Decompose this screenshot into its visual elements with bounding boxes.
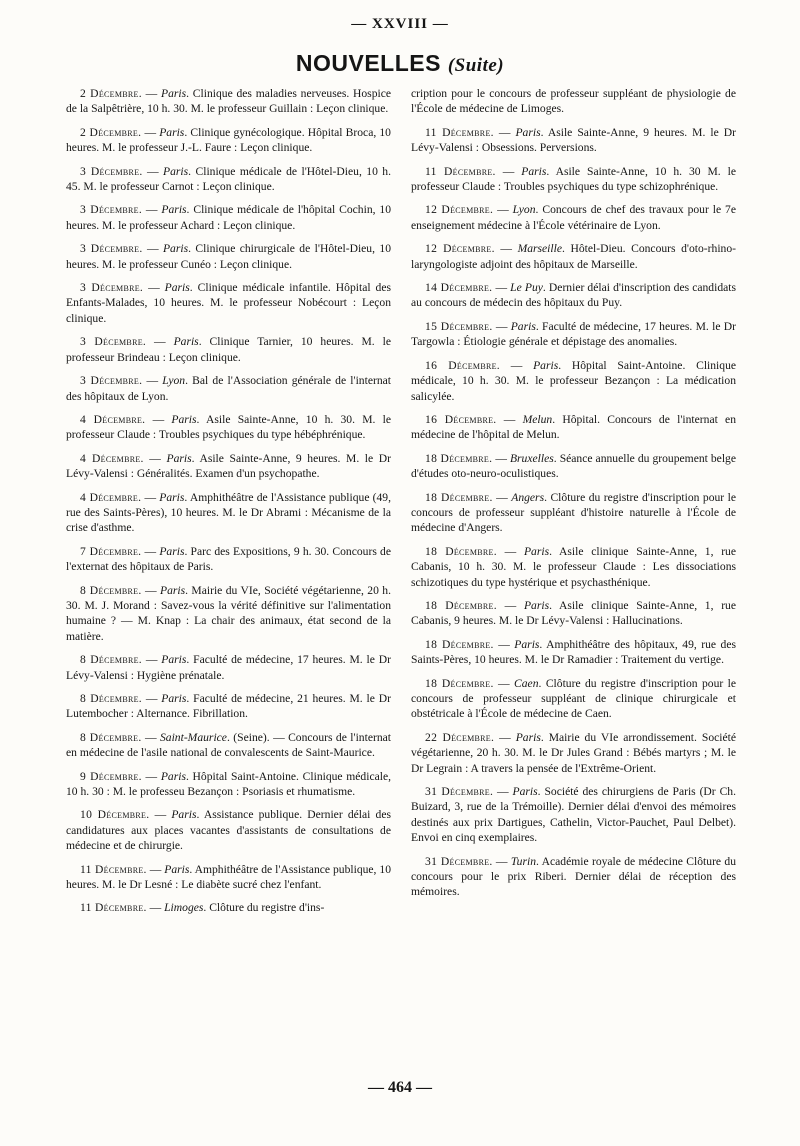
entry-date: 4 Décembre. [80,412,146,426]
entry-date: 3 Décembre. [80,203,143,217]
entry-place: Paris [523,598,550,612]
entry-date: 3 Décembre. [80,281,144,295]
entry-text: Hôtel-Dieu. Concours d'oto-rhino-laryngologiste adjoint des hôpitaux de Marseille. [411,242,736,271]
right-column-entries [411,125,736,900]
page-title [0,50,800,77]
news-entry: 2 Décembre. — Paris. Clinique gynécologique. Hôpital Broca, 10 heures. M. le professeur J.-L. Faure : Leçon clinique. [66,125,391,155]
entry-date: 2 Décembre. [80,87,142,100]
entry-text: Clôture du registre d'inscription pour le concours de professeur suppléant d'histoire naturelle à l'École de médecine d'Angers. [411,490,736,535]
entry-place: Paris [514,637,540,651]
entry-text: Séance annuelle du groupement belge d'études oto-neuro-oculistiques. [411,451,736,481]
entry-date: 11 Décembre. [425,164,496,178]
news-entry: 3 Décembre. — Lyon. Bal de l'Association générale de l'internat des hôpitaux de Lyon. [66,374,391,403]
entry-date: 11 Décembre. [80,901,147,915]
entry-place: Paris [160,769,186,783]
entry-date: 8 Décembre. [80,653,142,667]
entry-place: Paris [162,242,189,256]
entry-text: Hôpital Saint-Antoine. Clinique médicale, 10 h. 30 : M. le professeu Bezançon : Psoriasis et rhumatisme. [66,769,392,799]
right-column [411,86,736,908]
entry-place: Paris [159,490,185,504]
news-entry: 4 Décembre. — Paris. Asile Sainte-Anne, 10 h. 30. M. le professeur Claude : Troubles psychiques du type hébéphrénique. [66,412,391,442]
news-entry: 11 Décembre. — Paris. Amphithéâtre de l'Assistance publique, 10 heures. M. le Dr Lesné : Le diabète sucré chez l'enfant. [66,862,391,892]
entry-place: Paris [164,281,190,295]
entry-place: Paris [161,653,187,667]
entry-date: 10 Décembre. [80,808,150,822]
entry-place: Paris [173,335,199,349]
news-entry: 16 Décembre. — Melun. Hôpital. Concours de l'internat en médecine de l'hôpital de Melun. [411,412,736,442]
entry-date: 8 Décembre. [80,583,142,597]
entry-place: Paris [159,125,185,139]
entry-place: Paris [523,544,550,558]
entry-text: Asile Sainte-Anne, 9 heures. M. le Dr Lévy-Valensi : Obsessions. Perversions. [411,125,736,155]
entry-date: 31 Décembre. [425,854,493,868]
news-entry: 3 Décembre. — Paris. Clinique médicale de l'Hôtel-Dieu, 10 h. 45. M. le professeur Carnot : Leçon clinique. [66,164,391,194]
page-roman-numeral: — XXVIII — [351,16,449,32]
entry-date: 11 Décembre. [80,862,147,876]
entry-place: Lyon [162,374,186,388]
entry-text: Amphithéâtre des hôpitaux, 49, rue des Saints-Pères, 10 heures. M. le Dr Ramadier : Traitement du vertige. [411,637,736,667]
entry-place: Paris [166,451,192,465]
entry-date: 18 Décembre. [425,451,493,465]
entry-text: Faculté de médecine, 21 heures. M. le Dr Lutembocher : Alternance. Fibrillation. [66,692,391,721]
entry-text: Asile Sainte-Anne, 10 h. 30 M. le professeur Claude : Troubles psychiques du type schizophrénique. [411,164,737,194]
page-number: — 464 — [368,1079,432,1096]
news-entry: 18 Décembre. — Caen. Clôture du registre d'inscription pour le concours de professeur suppléant de clinique chirurgicale et obstétricale à l'École de médecine de Caen. [411,676,736,721]
news-entry: 3 Décembre. — Paris. Clinique Tarnier, 10 heures. M. le professeur Brindeau : Leçon clinique. [66,335,391,364]
title-suffix: (Suite) [447,55,505,76]
news-entry: 8 Décembre. — Paris. Faculté de médecine, 17 heures. M. le Dr Lévy-Valensi : Hygiène prénatale. [66,653,391,682]
entry-text: Société des chirurgiens de Paris (Dr Ch. Buizard, 3, rue de la Trémoille). Dernier délai d'envoi des mémoires destinés aux prix Dartigues, Cathelin, Victor-Pauchet, Paul Delbet). Envoi en cinq exemplaires. [411,785,736,845]
entry-text: Asile Sainte-Anne, 10 h. 30. M. le professeur Claude : Troubles psychiques du type hébéphrénique. [66,412,391,442]
news-entry: 18 Décembre. — Paris. Asile clinique Sainte-Anne, 1, rue Cabanis, 10 h. 30. M. le professeur Claude : Les dissociations schizotiques du type hystérique et psychasthénique. [411,544,737,589]
entry-place: Paris [515,730,541,744]
entry-text: Asile clinique Sainte-Anne, 1, rue Cabanis, 9 heures. M. le Dr Lévy-Valensi : Hallucinations. [411,598,737,628]
entry-place: Paris [163,164,189,178]
entry-text: Académie royale de médecine Clôture du concours pour le prix Riberi. Dernier délai de réception des mémoires. [411,854,737,899]
entry-text: Clôture du registre d'ins- [209,901,325,915]
news-entry: 4 Décembre. — Paris. Asile Sainte-Anne, 9 heures. M. le Dr Lévy-Valensi : Généralités. Examen d'un psychopathe. [66,451,391,481]
entry-date: 12 Décembre. [425,203,494,217]
entry-text: Amphithéâtre de l'Assistance publique (49, rue des Saints-Pères), 10 heures. M. le Dr Abrami : Mécanisme de la crise d'asthme. [66,490,391,535]
entry-date: 31 Décembre. [425,785,494,799]
entry-place: Saint-Maurice [159,730,227,744]
entry-place: Caen [514,676,539,690]
news-entry: 18 Décembre. — Paris. Asile clinique Sainte-Anne, 1, rue Cabanis, 9 heures. M. le Dr Lévy-Valensi : Hallucinations. [411,598,737,628]
news-entry: 3 Décembre. — Paris. Clinique médicale de l'hôpital Cochin, 10 heures. M. le professeur Achard : Leçon clinique. [66,203,392,232]
entry-date: 8 Décembre. [80,730,142,744]
entry-date: 16 Décembre. [425,358,500,372]
entry-date: 3 Décembre. [80,242,143,256]
news-entry: 18 Décembre. — Bruxelles. Séance annuelle du groupement belge d'études oto-neuro-oculistiques. [411,451,736,481]
entry-place: Le Puy [510,281,543,295]
entry-text: Dernier délai d'inscription des candidats au concours de médecin des hôpitaux du Puy. [411,281,736,310]
entry-date: 18 Décembre. [425,490,493,504]
entry-date: 15 Décembre. [425,319,493,333]
news-entry: 14 Décembre. — Le Puy. Dernier délai d'inscription des candidats au concours de médecin des hôpitaux du Puy. [411,281,736,310]
news-entry: 12 Décembre. — Marseille. Hôtel-Dieu. Concours d'oto-rhino-laryngologiste adjoint des hôpitaux de Marseille. [411,242,736,271]
left-column [66,86,391,924]
entry-text: (Seine). — Concours de l'internat en médecine de l'asile national de convalescents de Saint-Maurice. [66,730,391,760]
entry-place: Angers [511,490,545,504]
entry-date: 18 Décembre. [425,598,497,612]
entry-text: Clôture du registre d'inscription pour le concours de professeur suppléant de clinique chirurgicale et obstétricale à l'École de médecine de Caen. [411,676,736,721]
entry-text: Amphithéâtre de l'Assistance publique, 10 heures. M. le Dr Lesné : Le diabète sucré chez l'enfant. [66,862,391,892]
news-entry: 9 Décembre. — Paris. Hôpital Saint-Antoine. Clinique médicale, 10 h. 30 : M. le professeu Bezançon : Psoriasis et rhumatisme. [66,769,392,799]
entry-place: Lyon [512,203,536,217]
entry-place: Paris [533,358,559,372]
entry-date: 22 Décembre. [425,730,495,744]
entry-place: Marseille [517,242,562,256]
news-entry: 16 Décembre. — Paris. Hôpital Saint-Antoine. Clinique médicale, 10 h. 30. M. le professeur Bezançon : La médication salicylée. [411,358,737,403]
news-entry: 22 Décembre. — Paris. Mairie du VIe arrondissement. Société végétarienne, 20 h. 30. M. le Dr Jules Grand : Bébés martyrs ; M. le Dr Legrain : A travers la pensée de l'Extrême-Orient. [411,730,737,775]
entry-text: Parc des Expositions, 9 h. 30. Concours de l'externat des hôpitaux de Paris. [66,544,391,574]
continued-entry: cription pour le concours de professeur suppléant de physiologie de l'École de médecine de Limoges. [411,87,736,116]
news-entry: 3 Décembre. — Paris. Clinique chirurgicale de l'Hôtel-Dieu, 10 heures. M. le professeur Cunéo : Leçon clinique. [66,242,392,271]
entry-date: 2 Décembre. [80,125,142,139]
entry-date: 8 Décembre. [80,692,142,705]
news-entry: 11 Décembre. — Paris. Asile Sainte-Anne, 9 heures. M. le Dr Lévy-Valensi : Obsessions. Perversions. [411,125,736,155]
entry-place: Paris [164,862,190,876]
entry-text: Mairie du VIe arrondissement. Société végétarienne, 20 h. 30. M. le Dr Jules Grand : Bébés martyrs ; M. le Dr Legrain : A travers la pensée de l'Extrême-Orient. [411,730,737,775]
news-entry: 12 Décembre. — Lyon. Concours de chef des travaux pour le 7e enseignement médecine à l'École vétérinaire de Lyon. [411,203,737,232]
news-entry: 8 Décembre. — Paris. Mairie du VIe, Société végétarienne, 20 h. 30. M. J. Morand : Savez-vous la vérité définitive sur l'alimentation humaine ? — M. Knap : La chair des animaux, état second de la matière. [66,583,391,643]
entry-place: Paris [161,203,187,217]
entry-text: Asile clinique Sainte-Anne, 1, rue Cabanis, 10 h. 30. M. le professeur Claude : Les dissociations schizotiques du type hystérique et psychasthénique. [411,544,737,589]
entry-place: Paris [512,785,538,799]
news-entry: 4 Décembre. — Paris. Amphithéâtre de l'Assistance publique (49, rue des Saints-Pères), 10 heures. M. le Dr Abrami : Mécanisme de la crise d'asthme. [66,490,391,535]
entry-text: Assistance publique. Dernier délai des candidatures aux places vacantes d'assistants de consultations de médecine et de chirurgie. [66,808,391,853]
entry-text: Faculté de médecine, 17 heures. M. le Dr Lévy-Valensi : Hygiène prénatale. [66,653,391,682]
news-entry: 3 Décembre. — Paris. Clinique médicale infantile. Hôpital des Enfants-Malades, 10 heures. M. le professeur Nobécourt : Leçon clinique. [66,281,391,325]
entry-date: 12 Décembre. [425,242,495,256]
news-entry: 15 Décembre. — Paris. Faculté de médecine, 17 heures. M. le Dr Targowla : Étiologie générale et dépistage des anomalies. [411,319,736,349]
entry-text: Clinique médicale de l'hôpital Cochin, 10 heures. M. le professeur Achard : Leçon clinique. [66,203,392,232]
entry-text: Mairie du VIe, Société végétarienne, 20 h. 30. M. J. Morand : Savez-vous la vérité définitive sur l'alimentation humaine ? — M. Knap : La chair des animaux, état second de la matière. [66,583,391,643]
entry-text: Clinique chirurgicale de l'Hôtel-Dieu, 10 heures. M. le professeur Cunéo : Leçon clinique. [66,242,392,271]
entry-date: 18 Décembre. [425,637,494,651]
entry-text: Concours de chef des travaux pour le 7e enseignement médecine à l'École vétérinaire de Lyon. [411,203,737,232]
entry-date: 4 Décembre. [80,451,144,465]
entry-text: Bal de l'Association générale de l'internat des hôpitaux de Lyon. [66,374,391,403]
entry-place: Turin [510,854,537,868]
entry-place: Bruxelles [509,451,554,465]
entry-text: Clinique Tarnier, 10 heures. M. le professeur Brindeau : Leçon clinique. [66,335,391,364]
news-entry: 8 Décembre. — Paris. Faculté de médecine, 21 heures. M. le Dr Lutembocher : Alternance. Fibrillation. [66,692,391,721]
entry-place: Paris [159,544,185,558]
entry-date: 3 Décembre. [80,335,147,349]
entry-place: Paris [510,319,536,333]
entry-date: 9 Décembre. [80,769,142,783]
entry-date: 3 Décembre. [80,374,143,388]
news-entry: 31 Décembre. — Paris. Société des chirurgiens de Paris (Dr Ch. Buizard, 3, rue de la Trémoille). Dernier délai d'envoi des mémoires destinés aux prix Dartigues, Cathelin, Victor-Pauchet, Paul Delbet). Envoi en cinq exemplaires. [411,785,736,845]
entry-text: Clinique médicale infantile. Hôpital des Enfants-Malades, 10 heures. M. le professeur Nobécourt : Leçon clinique. [66,281,391,325]
entry-place: Paris [521,164,547,178]
entry-date: 4 Décembre. [80,490,142,504]
entry-date: 3 Décembre. [80,164,143,178]
entry-place: Melun [522,412,553,426]
entry-place: Paris [171,412,197,426]
news-entry: 11 Décembre. — Limoges. Clôture du registre d'ins- [80,901,325,915]
news-entry: 31 Décembre. — Turin. Académie royale de médecine Clôture du concours pour le prix Riberi. Dernier délai de réception des mémoires. [411,854,737,899]
entry-date: 18 Décembre. [425,544,497,558]
title-text: NOUVELLES [295,50,441,76]
entry-text: Clinique médicale de l'Hôtel-Dieu, 10 h. 45. M. le professeur Carnot : Leçon clinique. [66,164,391,194]
entry-date: 14 Décembre. [425,281,493,295]
news-entry: 8 Décembre. — Saint-Maurice. (Seine). — Concours de l'internat en médecine de l'asile national de convalescents de Saint-Maurice. [66,730,391,760]
news-entry: 18 Décembre. — Paris. Amphithéâtre des hôpitaux, 49, rue des Saints-Pères, 10 heures. M. le Dr Ramadier : Traitement du vertige. [411,637,736,667]
news-entry: 11 Décembre. — Paris. Asile Sainte-Anne, 10 h. 30 M. le professeur Claude : Troubles psychiques du type schizophrénique. [411,164,737,194]
entry-date: 16 Décembre. [425,412,497,426]
entry-text: Hôpital. Concours de l'internat en médecine de l'hôpital de Melun. [411,412,736,442]
entry-text: Asile Sainte-Anne, 9 heures. M. le Dr Lévy-Valensi : Généralités. Examen d'un psychopathe. [66,451,391,481]
entry-date: 18 Décembre. [425,676,494,690]
news-entry: 10 Décembre. — Paris. Assistance publique. Dernier délai des candidatures aux places vacantes d'assistants de consultations de médecine et de chirurgie. [66,808,391,853]
entry-text: Faculté de médecine, 17 heures. M. le Dr Targowla : Étiologie générale et dépistage des anomalies. [411,319,736,349]
entry-place: Paris [161,692,187,705]
entry-place: Paris [515,125,541,139]
entry-date: 11 Décembre. [425,125,494,139]
entry-text: Hôpital Saint-Antoine. Clinique médicale, 10 h. 30. M. le professeur Bezançon : La médication salicylée. [411,358,737,403]
news-entry: 7 Décembre. — Paris. Parc des Expositions, 9 h. 30. Concours de l'externat des hôpitaux de Paris. [66,544,391,574]
entry-place: Paris [161,87,187,100]
entry-text: Clinique des maladies nerveuses. Hospice de la Salpêtrière, 10 h. 30. M. le professeur Guillain : Leçon clinique. [66,87,392,116]
entry-text: Clinique gynécologique. Hôpital Broca, 10 heures. M. le professeur J.-L. Faure : Leçon clinique. [66,125,391,155]
entry-date: 7 Décembre. [80,544,142,558]
entry-place: Paris [171,808,197,822]
news-entry: 2 Décembre. — Paris. Clinique des maladies nerveuses. Hospice de la Salpêtrière, 10 h. 30. M. le professeur Guillain : Leçon clinique. [66,87,392,116]
entry-place: Paris [159,583,186,597]
news-entry: 18 Décembre. — Angers. Clôture du registre d'inscription pour le concours de professeur suppléant d'histoire naturelle à l'École de médecine d'Angers. [411,490,736,535]
entry-place: Limoges [164,901,204,915]
